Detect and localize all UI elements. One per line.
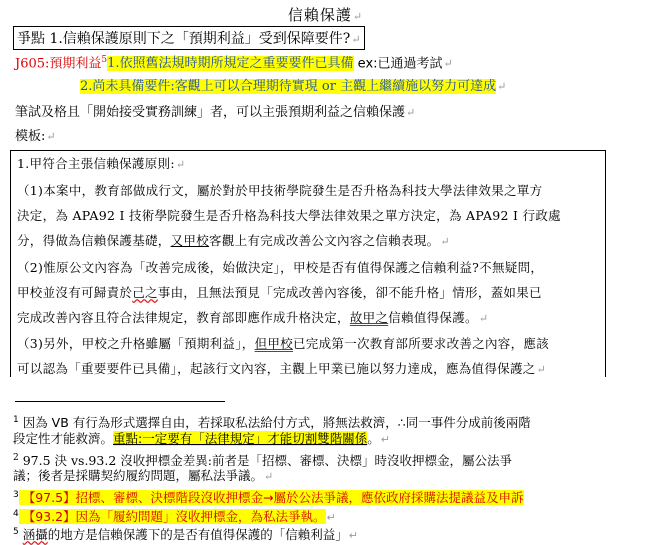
box-line-2: （1)本案中，教育部做成行文，屬於對於甲技術學院發生是否升格為科技大學法律效果之單方 — [17, 183, 543, 198]
box-line-9: 可以認為「重要要件已具備」，起該行文內容，主觀上甲業已施以努力達成，應為值得保護之↵ — [17, 361, 547, 376]
box-line-1: 1.甲符合主張信賴保護原則:↵ — [17, 156, 186, 171]
box-line-8: （3)另外，甲校之升格雖屬「預期利益」，但甲校已完成第一次教育部所要求改善之內容，應該 — [17, 336, 550, 351]
template-box — [10, 150, 606, 377]
footnote-2-cont: 議；後者是採購契約履約問題，屬私法爭議。↵ — [13, 468, 274, 483]
j605-line: J605:預期利益$^5$1.依照舊法規時期所規定之重要要件已具備 ex:已通過考試↵ — [15, 55, 453, 72]
j605-item-1: 1.依照舊法規時期所規定之重要要件已具備 — [107, 56, 354, 72]
box-line-4: 分，得做為信賴保護基礎，又甲校客觀上有完成改善公文內容之信賴表現。↵ — [17, 233, 450, 248]
j605-item-2-line: 2.尚未具備要件:客觀上可以合理期待實現 or 主觀上繼續施以努力可達成↵ — [80, 79, 507, 94]
footnote-1-cont: 段定性才能救濟。重點:一定要有「法律規定」才能切割雙階關係。↵ — [13, 431, 390, 446]
footnote-4: $^4$ 【93.2】因為「履約問題」沒收押標金，為私法爭執。↵ — [13, 509, 336, 525]
box-line-3: 決定，為 APA92 I 技術學院發生是否升格為科技大學法律效果之單方決定，為 APA92 I 行政處 — [17, 208, 561, 223]
j605-item-2: 2.尚未具備要件:客觀上可以合理期待實現 or 主觀上繼續施以努力可達成 — [80, 79, 497, 94]
footnote-1: $^1$ 因為 VB 有行為形式選擇自由，若採取私法給付方式，將無法救濟，∴同一事件分成前後兩階 — [13, 415, 531, 431]
j605-example: ex:已通過考試 — [353, 56, 443, 72]
footnote-separator — [15, 401, 225, 402]
box-line-6: 甲校並沒有可歸責於己之事由，且無法預見「完成改善內容後，卻不能升格」情形，蓋如果已 — [17, 285, 542, 300]
footnote-1-highlight: 重點:一定要有「法律規定」才能切割雙階關係 — [113, 431, 368, 446]
document-title: 信賴保護↵ — [287, 6, 364, 24]
footnote-5: $^5$ 涵攝的地方是信賴保護下的是否有值得保護的「信賴利益」↵ — [13, 527, 358, 543]
issue-heading-box: 爭點 1.信賴保護原則下之「預期利益」受到保障要件?↵ — [13, 26, 365, 50]
footnote-ref-5: 5 — [101, 55, 108, 65]
box-line-5: （2)惟原公文內容為「改善完成後，始做決定」，甲校是否有值得保護之信賴利益?不無疑問， — [17, 260, 544, 275]
footnote-3: $^3$ 【97.5】招標、審標、決標階段沒收押標金→屬於公法爭議，應依政府採購法提議益及申訴 — [13, 490, 524, 506]
box-line-7: 完成改善內容且符合法律規定，教育部即應作成升格決定，故甲之信賴值得保護。↵ — [17, 310, 489, 325]
j605-prefix: J605:預期利益 — [15, 56, 102, 72]
exam-line: 筆試及格且「開始接受實務訓練」者，可以主張預期利益之信賴保護↵ — [15, 105, 416, 120]
template-label: 模板:↵ — [15, 129, 56, 144]
footnote-2: $^2$ 97.5 決 vs.93.2 沒收押標金差異:前者是「招標、審標、決標」時沒收押標金，屬公法爭 — [13, 453, 512, 469]
